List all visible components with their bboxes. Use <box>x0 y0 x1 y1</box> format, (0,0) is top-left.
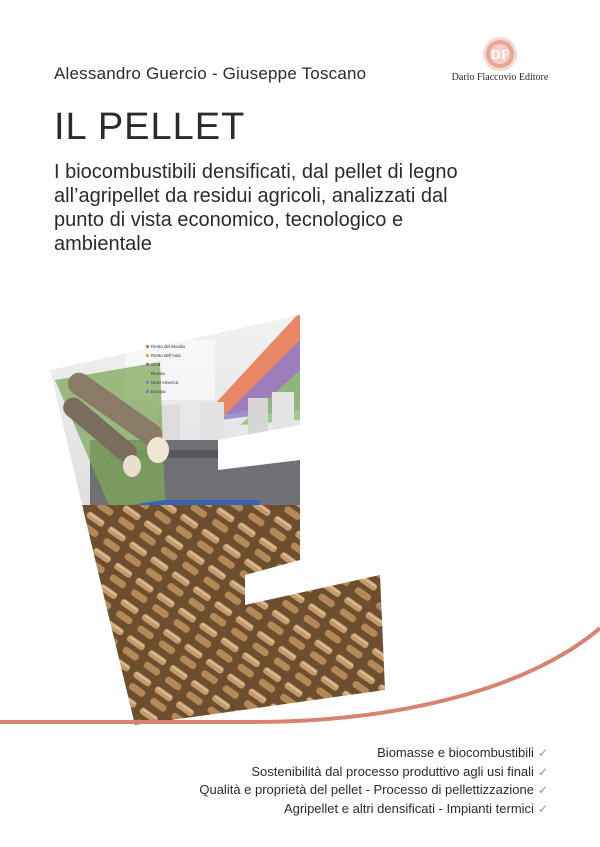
topics-list <box>199 744 548 818</box>
checkmark-icon: ✓ <box>537 746 548 760</box>
publisher-logo-letters: DF <box>490 48 510 63</box>
checkmark-icon: ✓ <box>537 801 548 816</box>
topic-item: Biomasse e biocombustibili ✓ <box>377 745 548 760</box>
checkmark-icon: ✓ <box>537 764 548 779</box>
wood-pellets <box>40 505 400 740</box>
topic-item: Qualità e proprietà del pellet - Processo di pellettizzazione ✓ <box>199 782 548 797</box>
book-title: IL PELLET <box>54 106 246 148</box>
cover-illustration <box>0 300 600 740</box>
svg-text:Resto dell'Asia: Resto dell'Asia <box>151 353 181 358</box>
authors: Alessandro Guercio - Giuseppe Toscano <box>54 64 367 83</box>
svg-text:Resto del Mondo: Resto del Mondo <box>151 344 186 349</box>
publisher-logo <box>482 36 518 72</box>
svg-text:Nord America: Nord America <box>151 380 179 385</box>
svg-text:Russia: Russia <box>151 371 165 376</box>
svg-text:Cina: Cina <box>151 362 161 367</box>
topic-item: Agripellet e altri densificati - Impianti termici ✓ <box>283 800 548 816</box>
silo <box>248 398 268 438</box>
topic-item: Sostenibilità dal processo produttivo agli usi finali ✓ <box>251 763 548 779</box>
silo <box>272 392 294 436</box>
checkmark-icon: ✓ <box>537 783 548 797</box>
publisher-name: Dario Flaccovio Editore <box>451 72 549 83</box>
book-subtitle: I biocombustibili densificati, dal pellet di legno all’agripellet da residui agricoli, analizzati dal punto di vista economico, tecnologico e ambientale <box>54 161 458 255</box>
svg-text:Europa: Europa <box>151 389 166 394</box>
